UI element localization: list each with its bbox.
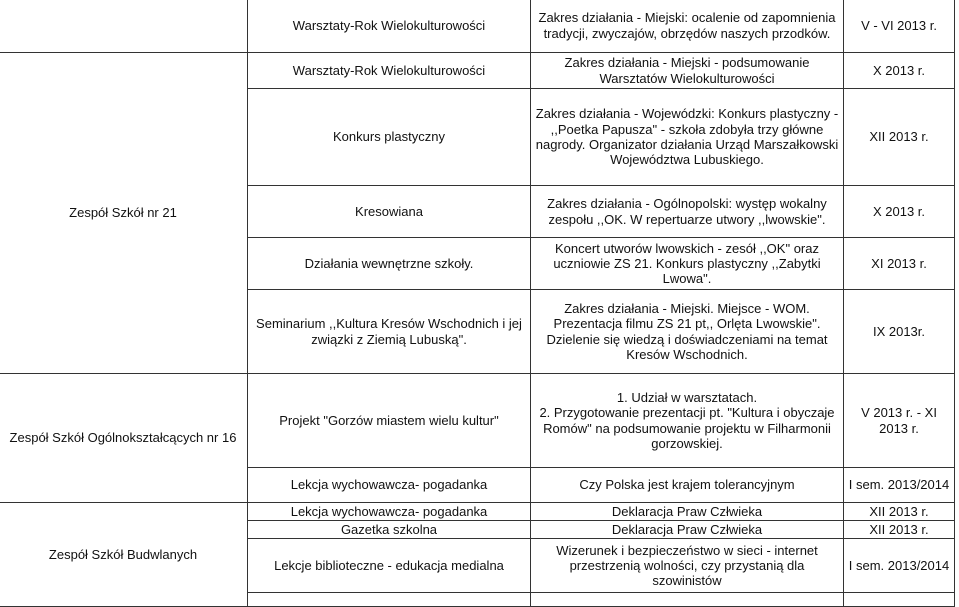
date-cell: IX 2013r. [844, 290, 955, 374]
date-cell: V - VI 2013 r. [844, 0, 955, 53]
activity-cell: Konkurs plastyczny [248, 89, 531, 186]
activity-cell: Lekcja wychowawcza- pogadanka [248, 468, 531, 503]
date-cell: I sem. 2013/2014 [844, 468, 955, 503]
activity-cell: Gazetka szkolna [248, 521, 531, 539]
table-row [0, 374, 955, 468]
school-cell: Zespół Szkół Budwlanych [0, 503, 248, 607]
school-cell-top [0, 0, 248, 53]
table-row [0, 503, 955, 521]
activity-cell: Kresowiana [248, 186, 531, 238]
empty-cell [248, 593, 531, 607]
empty-cell [531, 593, 844, 607]
description-cell: Deklaracja Praw Człwieka [531, 503, 844, 521]
activity-cell: Projekt "Gorzów miastem wielu kultur" [248, 374, 531, 468]
date-cell: I sem. 2013/2014 [844, 539, 955, 593]
activity-cell: Lekcje biblioteczne - edukacja medialna [248, 539, 531, 593]
table-row [0, 53, 955, 89]
school-cell: Zespół Szkół nr 21 [0, 53, 248, 374]
table-row [0, 0, 955, 53]
description-cell: 1. Udział w warsztatach. 2. Przygotowanie prezentacji pt. "Kultura i obyczaje Romów" na podsumowanie projektu w Filharmonii gorzowskiej. [531, 374, 844, 468]
description-cell: Zakres działania - Miejski. Miejsce - WOM. Prezentacja filmu ZS 21 pt,, Orlęta Lwowskie". Dzielenie się wiedzą i doświadczeniami na temat Kresów Wschodnich. [531, 290, 844, 374]
date-cell: XI 2013 r. [844, 238, 955, 290]
description-cell: Koncert utworów lwowskich - zesół ,,OK" oraz uczniowie ZS 21. Konkurs plastyczny ,,Zabytki Lwowa". [531, 238, 844, 290]
empty-cell [844, 593, 955, 607]
activity-cell: Seminarium ,,Kultura Kresów Wschodnich i jej związki z Ziemią Lubuską". [248, 290, 531, 374]
activity-cell: Warsztaty-Rok Wielokulturowości [248, 53, 531, 89]
description-cell: Zakres działania - Miejski - podsumowanie Warsztatów Wielokulturowości [531, 53, 844, 89]
description-cell: Wizerunek i bezpieczeństwo w sieci - internet przestrzenią wolności, czy przystanią dla szowinistów [531, 539, 844, 593]
date-cell: XII 2013 r. [844, 503, 955, 521]
date-cell: X 2013 r. [844, 186, 955, 238]
date-cell: X 2013 r. [844, 53, 955, 89]
description-cell: Zakres działania - Ogólnopolski: występ wokalny zespołu ,,OK. W repertuarze utwory ,,lwowskie". [531, 186, 844, 238]
description-cell: Czy Polska jest krajem tolerancyjnym [531, 468, 844, 503]
activity-cell: Działania wewnętrzne szkoły. [248, 238, 531, 290]
date-cell: XII 2013 r. [844, 89, 955, 186]
school-cell: Zespół Szkół Ogólnokształcących nr 16 [0, 374, 248, 503]
description-cell: Zakres działania - Miejski: ocalenie od zapomnienia tradycji, zwyczajów, obrzędów naszych przodków. [531, 0, 844, 53]
description-cell: Deklaracja Praw Człwieka [531, 521, 844, 539]
description-cell: Zakres działania - Wojewódzki: Konkurs plastyczny - ,,Poetka Papusza" - szkoła zdobyła trzy główne nagrody. Organizator działania Urząd Marszałkowski Województwa Lubuskiego. [531, 89, 844, 186]
activity-cell: Lekcja wychowawcza- pogadanka [248, 503, 531, 521]
activity-cell: Warsztaty-Rok Wielokulturowości [248, 0, 531, 53]
date-cell: XII 2013 r. [844, 521, 955, 539]
date-cell: V 2013 r. - XI 2013 r. [844, 374, 955, 468]
